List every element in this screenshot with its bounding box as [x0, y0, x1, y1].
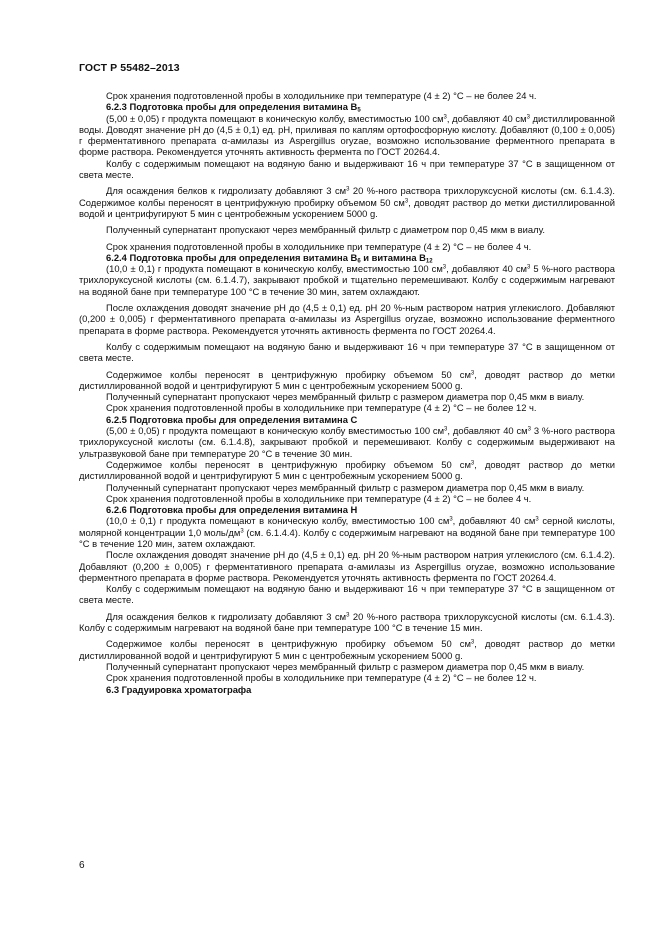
paragraph-p15: Полученный супернатант пропускают через мембранный фильтр с размером диаметра пор 0,45 мкм в виалу.: [106, 481, 585, 493]
paragraph-p6: Срок хранения подготовленной пробы в холодильнике при температуре (4 ± 2) °С – не более 4 ч.: [106, 240, 532, 252]
paragraph-p18: После охлаждения доводят значение рН до (4,5 ± 0,1) ед. рН 20 %-ным раствором натрия углекислого (см. 6.1.4.2). Добавляют (0,200 ± 0,005) г ферментативного препарата α-амилазы из Aspergillus oryzae, возможно использование ферментного препарата в форме раствора. Рекомендуется уточнять активность фермента по ГОСТ 20264.4.: [79, 549, 615, 583]
paragraph-p19: Колбу с содержимым помещают на водяную баню и выдерживают 16 ч при температуре 37 °С в защищенном от света месте.: [79, 583, 615, 606]
paragraph-p13: (5,00 ± 0,05) г продукта помещают в коническую колбу вместимостью 100 $см^3$, добавляют 40 $см^3$ 3 %-ного раствора трихлоруксусной кислоты (см. 6.1.4.8), закрывают пробкой и перемешивают. Колбу с содержимым выдерживают на ультразвуковой бане при температуре 20 °С в течение 30 мин.: [79, 425, 615, 459]
paragraph-p4: Для осаждения белков к гидролизату добавляют 3 $см^3$ 20 %-ного раствора трихлоруксусной кислоты (см. 6.1.4.3). Содержимое колбы переносят в центрифужную пробирку объемом 50 $см^3$, доводят раствор до метки дистиллированной водой и центрифугируют 5 мин с центробежным ускорением 5000 g.: [79, 185, 615, 219]
paragraph-p9: Колбу с содержимым помещают на водяную баню и выдерживают 16 ч при температуре 37 °С в защищенном от света месте.: [79, 340, 615, 364]
section-heading-6-2-6: 6.2.6 Подготовка пробы для определения витамина Н: [106, 504, 358, 516]
paragraph-p7: (10,0 ± 0,1) г продукта помещают в коническую колбу, вместимостью 100 $см^3$, добавляют 40 $см^3$ 5 %-ного раствора трихлоруксусной кислоты (см. 6.1.4.7), закрывают пробкой и тщательно перемешивают. Колбу с содержимым нагревают на водяной бане при температуре 100 °С в течение 30 мин, затем охлаждают.: [79, 263, 615, 297]
paragraph-p14: Содержимое колбы переносят в центрифужную пробирку объемом 50 $см^3$, доводят раствор до метки дистиллированной водой и центрифугируют 5 мин с центробежным ускорением 5000 g.: [79, 458, 615, 482]
section-heading-6-2-4: 6.2.4 Подготовка пробы для определения витамина $B_6$ и витамина $B_{12}$: [106, 251, 433, 265]
paragraph-p12: Срок хранения подготовленной пробы в холодильнике при температуре (4 ± 2) °С – не более 12 ч.: [106, 402, 537, 414]
section-heading-6-2-3: 6.2.3 Подготовка пробы для определения витамина $B_5$: [106, 101, 361, 114]
paragraph-p5: Полученный супернатант пропускают через мембранный фильтр с диаметром пор 0,45 мкм в виалу.: [106, 224, 545, 236]
section-heading-6-2-5: 6.2.5 Подготовка пробы для определения витамина С: [106, 413, 358, 425]
paragraph-p1: Срок хранения подготовленной пробы в холодильнике при температуре (4 ± 2) °С – не более 24 ч.: [106, 90, 537, 101]
paragraph-p22: Полученный супернатант пропускают через мембранный фильтр с размером диаметра пор 0,45 мкм в виалу.: [106, 660, 585, 672]
paragraph-p10: Содержимое колбы переносят в центрифужную пробирку объемом 50 $см^3$, доводят раствор до метки дистиллированной водой и центрифугируют 5 мин с центробежным ускорением 5000 g.: [79, 368, 615, 391]
paragraph-p17: (10,0 ± 0,1) г продукта помещают в коническую колбу, вместимостью 100 $см^3$, добавляют 40 $см^3$ серной кислоты, молярной концентрации 1,0 моль/$дм^3$ (см. 6.1.4.4). Колбу с содержимым нагревают на водяной бане при температуре 100 °С в течение 120 мин, затем охлаждают.: [79, 515, 616, 549]
page-number: 6: [79, 860, 85, 871]
paragraph-p16: Срок хранения подготовленной пробы в холодильнике при температуре (4 ± 2) °С – не более 4 ч.: [106, 492, 532, 504]
paragraph-p3: Колбу с содержимым помещают на водяную баню и выдерживают 16 ч при температуре 37 °С в защищенном от света месте.: [79, 157, 615, 181]
document-header: ГОСТ Р 55482–2013: [79, 62, 180, 74]
paragraph-p8: После охлаждения доводят значение рН до (4,5 ± 0,1) ед. рН 20 %-ным раствором натрия углекислого. Добавляют (0,200 ± 0,005) г ферментативного препарата α-амилазы из Aspergillus oryzae, возможно использование ферментного препарата в форме раствора. Рекомендуется уточнять активность фермента по ГОСТ 20264.4.: [79, 302, 615, 336]
document-body: [79, 90, 615, 695]
paragraph-p2: (5,00 ± 0,05) г продукта помещают в коническую колбу, вместимостью 100 $см^3$, добавляют 40 $см^3$ дистиллированной воды. Доводят значение рН до (4,5 ± 0,1) ед. рН, приливая по каплям ортофосфорную кислоту. Добавляют (0,100 ± 0,005) г ферментативного препарата α-амилазы из Aspergillus oryzae, возможно использование ферментного препарата в форме раствора. Рекомендуется уточнять активность фермента по ГОСТ 20264.4.: [79, 112, 616, 158]
paragraph-p21: Содержимое колбы переносят в центрифужную пробирку объемом 50 $см^3$, доводят раствор до метки дистиллированной водой и центрифугируют 5 мин с центробежным ускорением 5000 g.: [79, 638, 615, 661]
paragraph-p11: Полученный супернатант пропускают через мембранный фильтр с размером диаметра пор 0,45 мкм в виалу.: [106, 391, 585, 403]
paragraph-p20: Для осаждения белков к гидролизату добавляют 3 $см^3$ 20 %-ного раствора трихлоруксусной кислоты (см. 6.1.4.3). Колбу с содержимым нагревают на водяной бане при температуре 100 °С в течение 15 мин.: [79, 610, 615, 634]
paragraph-p23: Срок хранения подготовленной пробы в холодильнике при температуре (4 ± 2) °С – не более 12 ч.: [106, 672, 537, 684]
section-heading-6-3: 6.3 Градуировка хроматографа: [106, 683, 252, 695]
